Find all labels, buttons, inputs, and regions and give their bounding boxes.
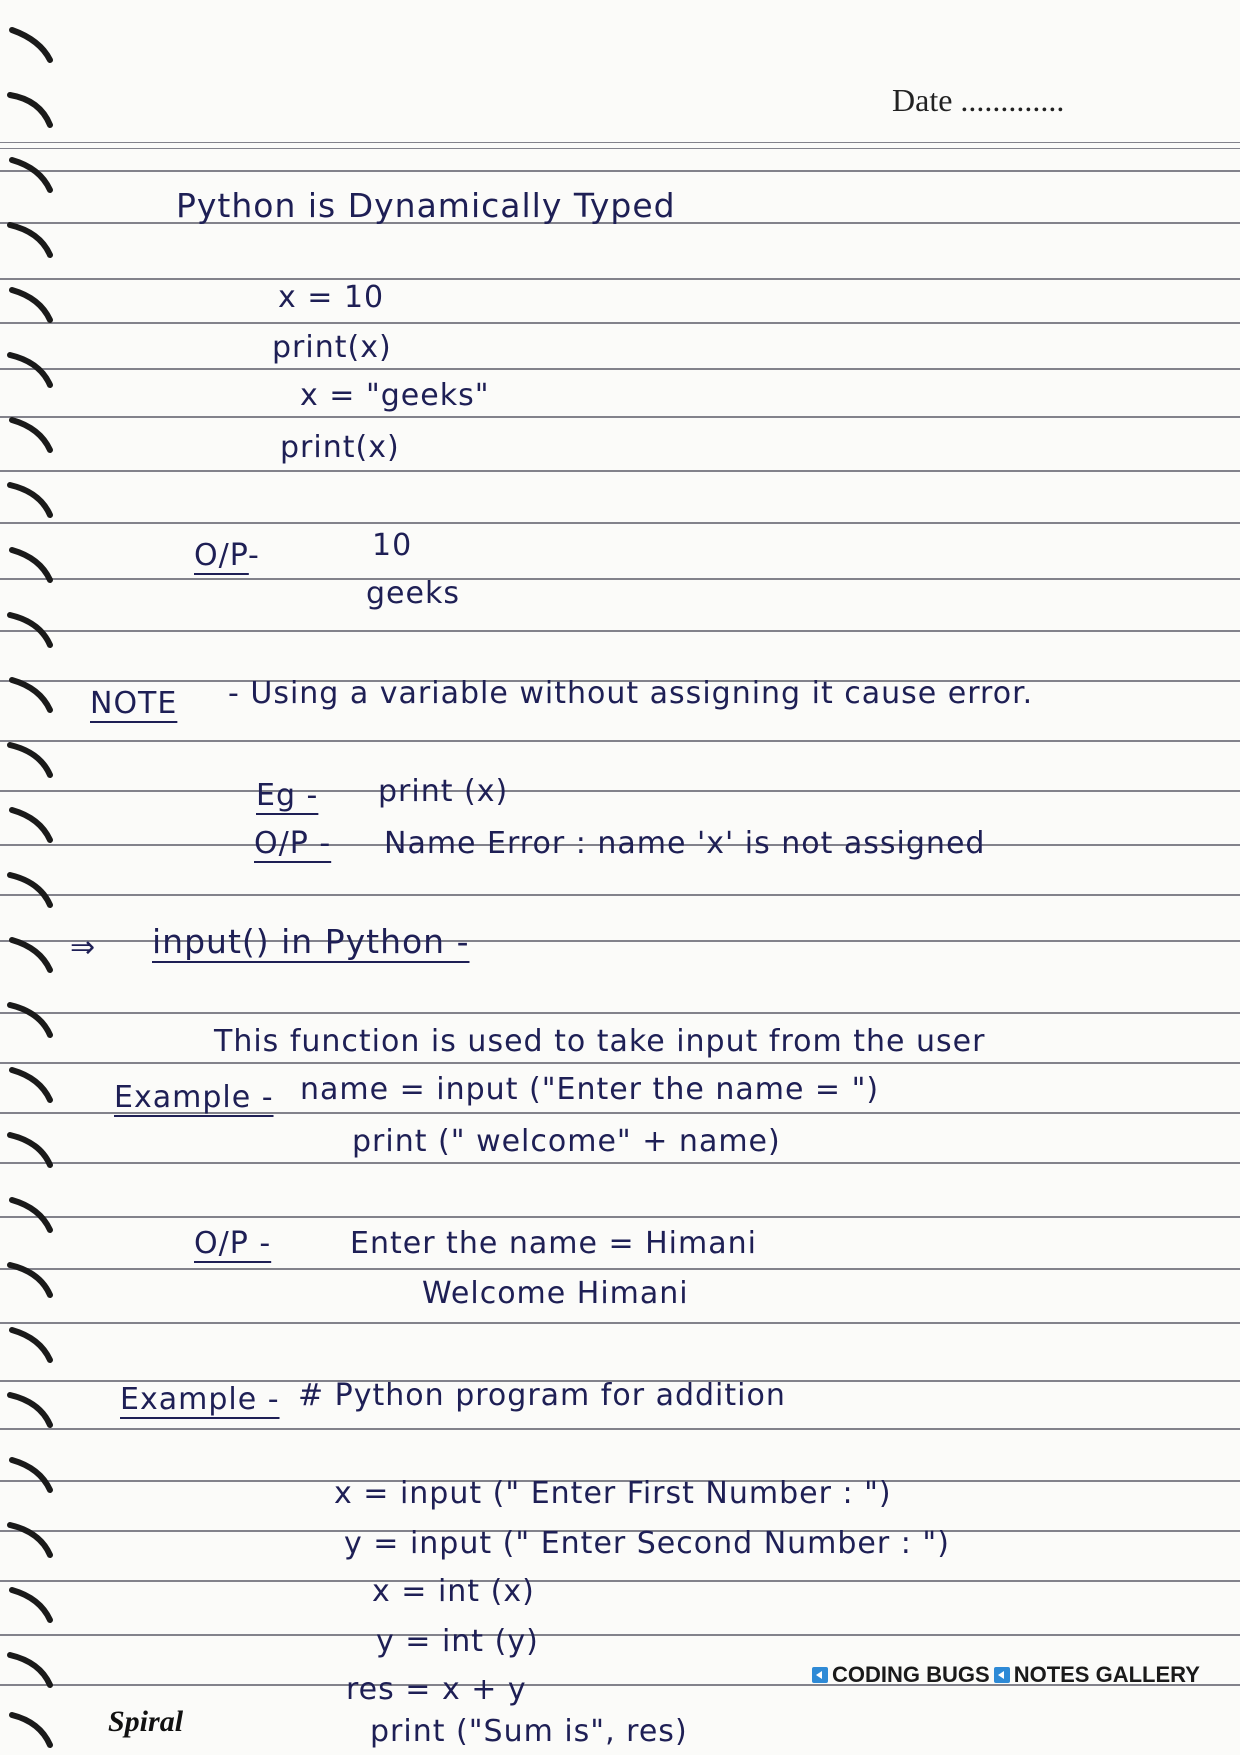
watermark <box>812 1662 1200 1688</box>
brand-coding-bugs: CODING BUGS <box>832 1662 990 1687</box>
output-label: O/P - <box>254 826 332 861</box>
arrow-icon: ⇒ <box>70 930 97 965</box>
code-line: print(x) <box>280 430 400 465</box>
output-label: O/P - <box>194 1226 272 1261</box>
play-icon <box>994 1667 1010 1683</box>
note-label: NOTE <box>90 686 178 721</box>
code-line: x = "geeks" <box>300 378 490 413</box>
comment-line: # Python program for addition <box>298 1378 786 1413</box>
code-line: x = 10 <box>278 280 385 315</box>
code-line: x = input (" Enter First Number : ") <box>334 1476 892 1511</box>
note-text: - Using a variable without assigning it cause error. <box>228 676 1034 711</box>
code-line: print (x) <box>378 774 509 809</box>
code-line: x = int (x) <box>372 1574 535 1609</box>
output-label: O/P <box>194 538 249 573</box>
code-line: print (" welcome" + name) <box>352 1124 781 1159</box>
dash: - <box>248 538 260 573</box>
spiral-binding <box>0 0 60 1755</box>
heading-dynamically-typed: Python is Dynamically Typed <box>176 186 676 225</box>
error-output: Name Error : name 'x' is not assigned <box>384 826 986 861</box>
date-field: Date ............. <box>892 82 1065 118</box>
code-line: y = int (y) <box>376 1624 539 1659</box>
output-line: 10 <box>372 528 413 563</box>
output-line: geeks <box>366 576 460 611</box>
output-line: Welcome Himani <box>422 1276 689 1311</box>
description: This function is used to take input from the user <box>214 1024 986 1059</box>
code-line: name = input ("Enter the name = ") <box>300 1072 880 1107</box>
notebook-brand: Spiral <box>108 1705 184 1738</box>
heading-input: input() in Python - <box>152 922 470 961</box>
code-line: print ("Sum is", res) <box>370 1714 688 1749</box>
code-line: res = x + y <box>346 1672 527 1707</box>
brand-notes-gallery: NOTES GALLERY <box>1013 1662 1200 1687</box>
example-label: Eg - <box>256 778 319 813</box>
example-label: Example - <box>114 1080 274 1115</box>
play-icon <box>812 1667 828 1683</box>
example-label: Example - <box>120 1382 280 1417</box>
code-line: y = input (" Enter Second Number : ") <box>344 1526 950 1561</box>
code-line: print(x) <box>272 330 392 365</box>
output-line: Enter the name = Himani <box>350 1226 757 1261</box>
